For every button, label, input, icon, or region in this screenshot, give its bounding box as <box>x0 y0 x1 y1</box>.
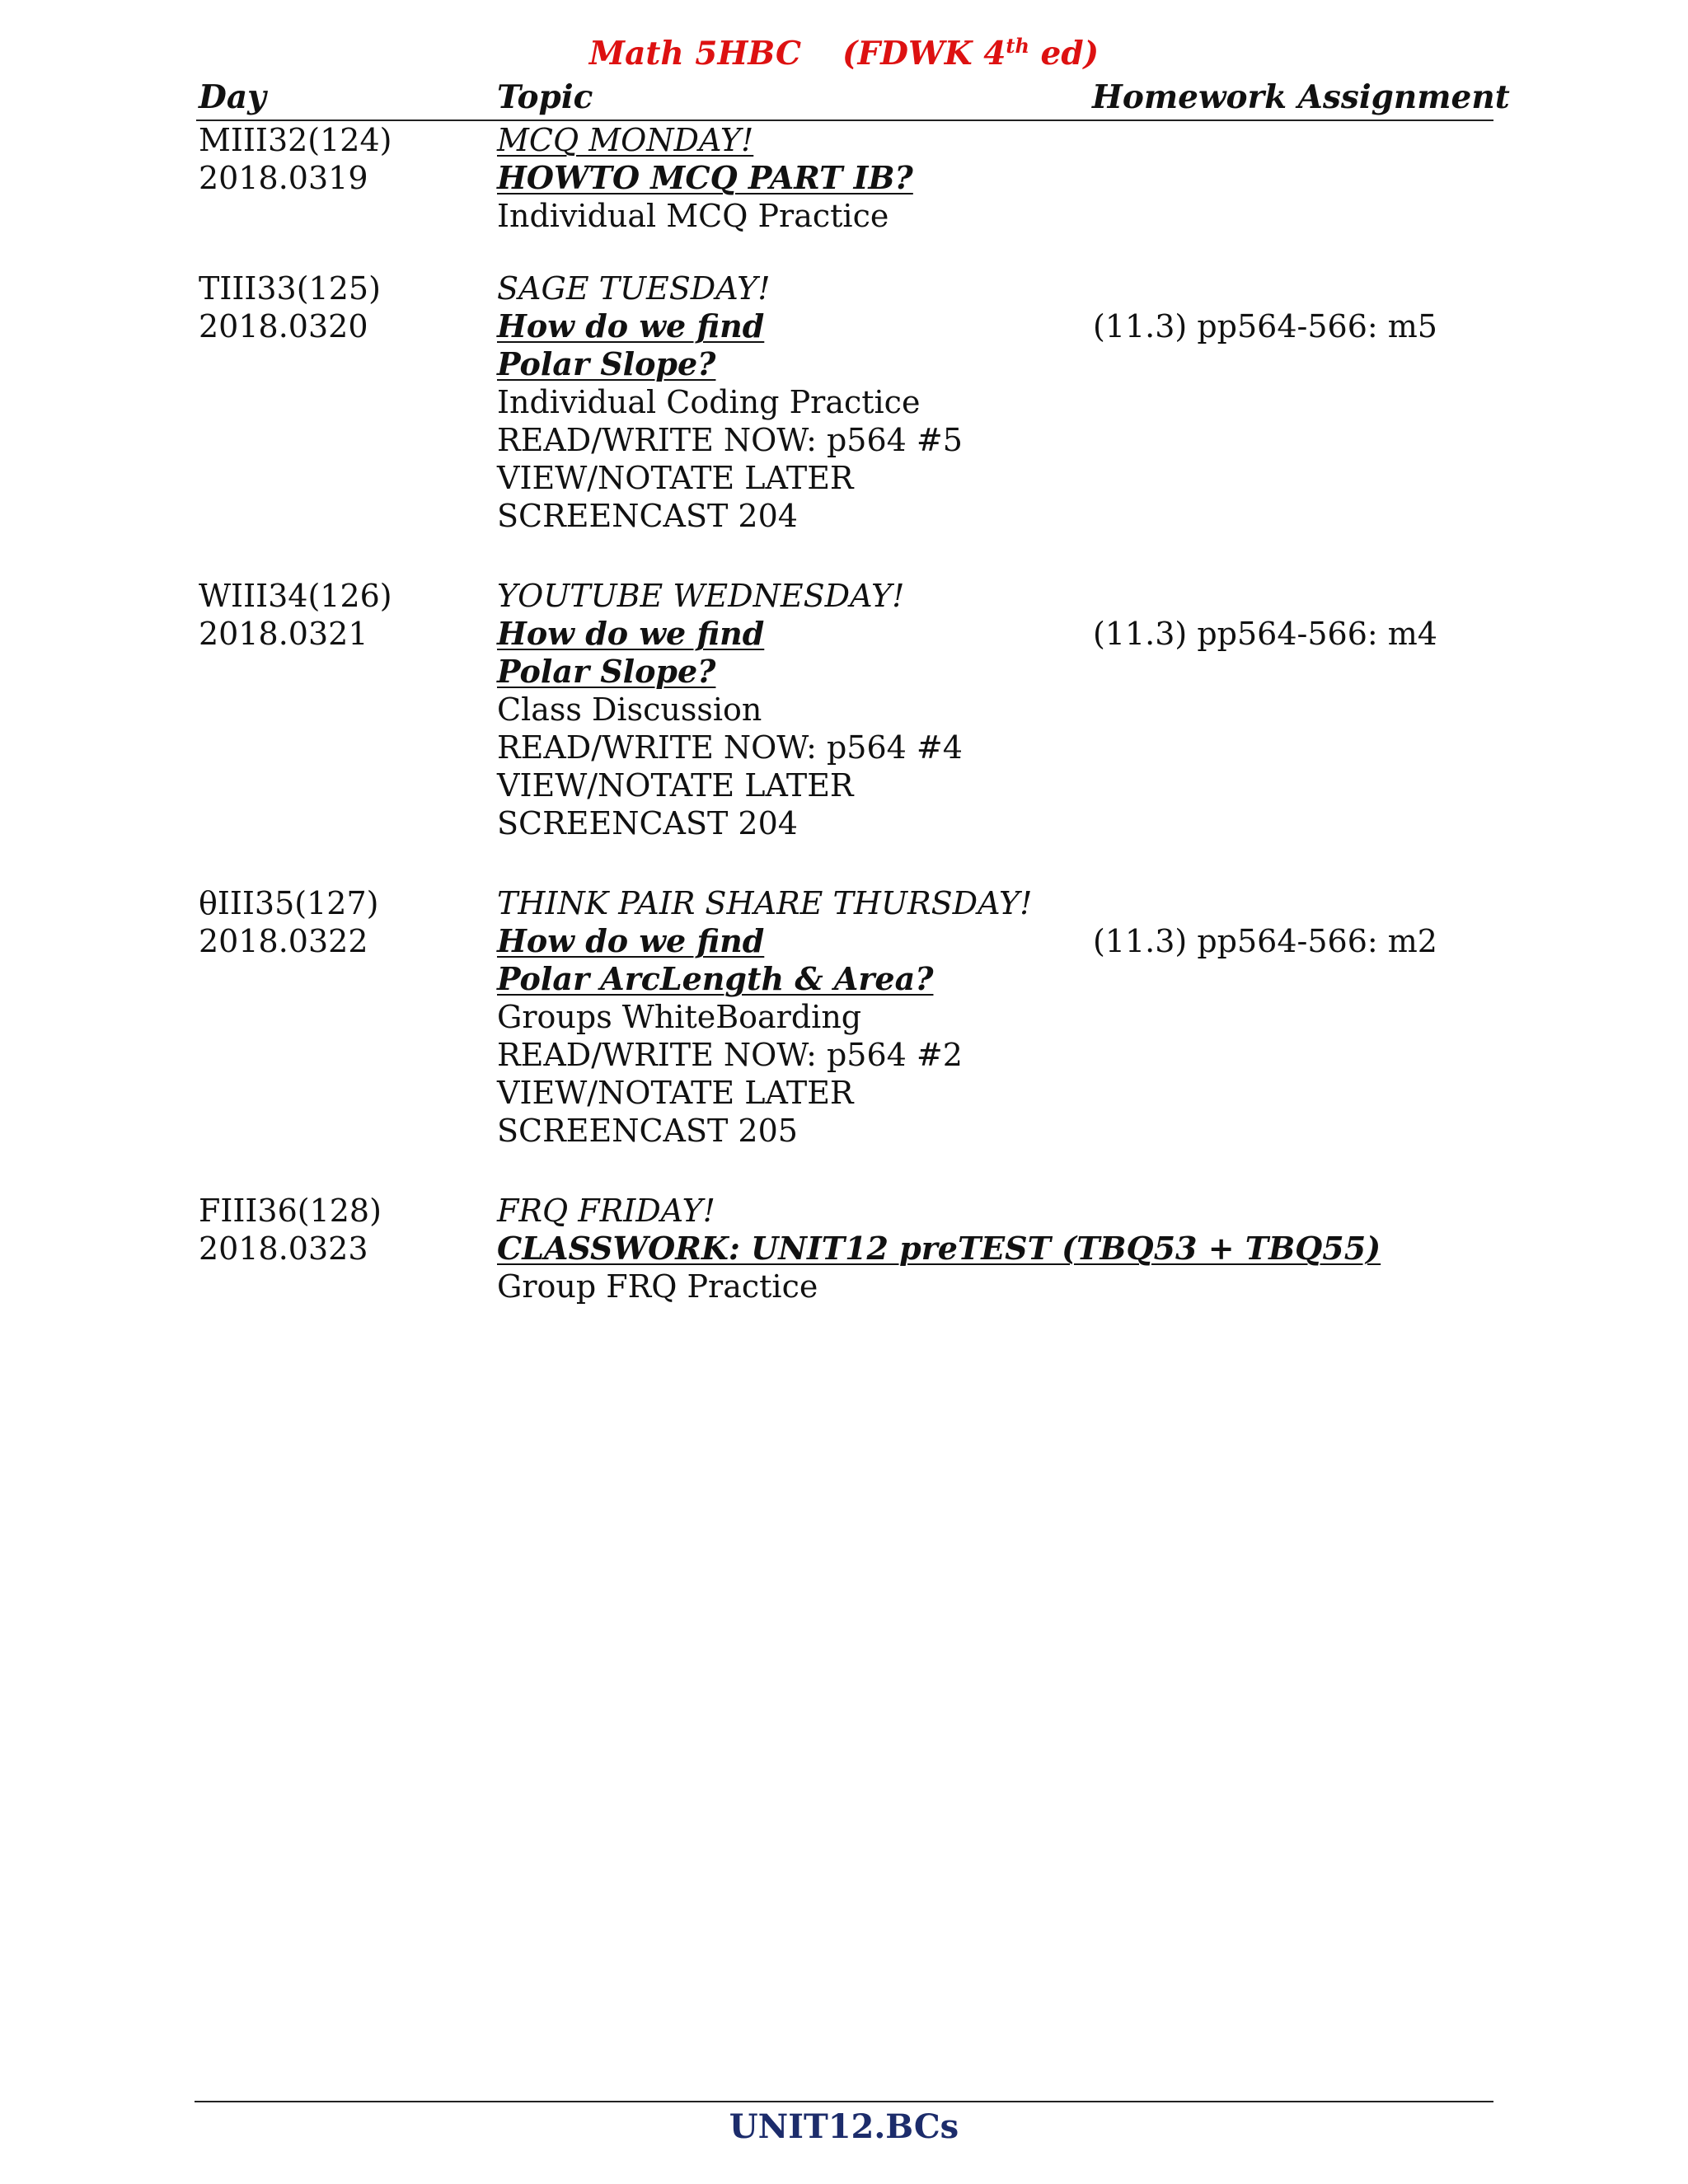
page-title <box>0 33 1688 74</box>
lesson-question: Polar ArcLength & Area? <box>497 960 934 997</box>
day-theme: MCQ MONDAY! <box>497 122 754 158</box>
activity-line: SCREENCAST 205 <box>497 1113 798 1149</box>
lesson-question: HOWTO MCQ PART IB? <box>497 159 913 196</box>
activity-line: READ/WRITE NOW: p564 #4 <box>497 729 963 766</box>
date: 2018.0320 <box>199 308 368 344</box>
day-theme: FRQ FRIDAY! <box>497 1193 715 1229</box>
activity-line: SCREENCAST 204 <box>497 805 798 841</box>
activity-line: Individual Coding Practice <box>497 384 921 420</box>
activity-line: VIEW/NOTATE LATER <box>497 460 854 496</box>
lesson-question: CLASSWORK: UNIT12 preTEST (TBQ53 + TBQ55) <box>497 1230 1381 1267</box>
homework-assignment: (11.3) pp564-566: m5 <box>1093 308 1437 344</box>
activity-line: VIEW/NOTATE LATER <box>497 1075 854 1111</box>
activity-line: READ/WRITE NOW: p564 #2 <box>497 1037 963 1073</box>
lesson-question: How do we find <box>497 922 765 959</box>
homework-assignment: (11.3) pp564-566: m2 <box>1093 923 1437 959</box>
column-header-topic: Topic <box>497 78 593 116</box>
activity-line: Class Discussion <box>497 691 762 728</box>
lesson-question: Polar Slope? <box>497 653 716 690</box>
activity-line: Group FRQ Practice <box>497 1268 818 1305</box>
footer-divider <box>195 2101 1493 2102</box>
day-code: θIII35(127) <box>199 885 379 921</box>
day-code: WIII34(126) <box>199 578 392 614</box>
column-header-day: Day <box>199 78 266 116</box>
date: 2018.0319 <box>199 160 368 196</box>
lesson-question: Polar Slope? <box>497 345 716 382</box>
activity-line: VIEW/NOTATE LATER <box>497 767 854 804</box>
lesson-question: How do we find <box>497 615 765 652</box>
date: 2018.0322 <box>199 923 368 959</box>
lesson-question: How do we find <box>497 307 765 344</box>
day-code: MIII32(124) <box>199 122 392 158</box>
activity-line: Groups WhiteBoarding <box>497 999 862 1035</box>
column-header-homework: Homework Assignment <box>1092 78 1510 116</box>
edition-label: (FDWK 4th ed) <box>842 34 1100 73</box>
homework-assignment: (11.3) pp564-566: m4 <box>1093 616 1437 652</box>
footer-unit-label: UNIT12.BCs <box>729 2107 959 2146</box>
course-title: Math 5HBC <box>588 35 802 73</box>
day-theme: SAGE TUESDAY! <box>497 270 771 307</box>
day-code: FIII36(128) <box>199 1193 382 1229</box>
activity-line: Individual MCQ Practice <box>497 198 889 234</box>
date: 2018.0323 <box>199 1230 368 1267</box>
day-theme: THINK PAIR SHARE THURSDAY! <box>497 885 1033 921</box>
activity-line: SCREENCAST 204 <box>497 498 798 534</box>
date: 2018.0321 <box>199 616 368 652</box>
day-code: TIII33(125) <box>199 270 381 307</box>
activity-line: READ/WRITE NOW: p564 #5 <box>497 422 963 458</box>
day-theme: YOUTUBE WEDNESDAY! <box>497 578 905 614</box>
